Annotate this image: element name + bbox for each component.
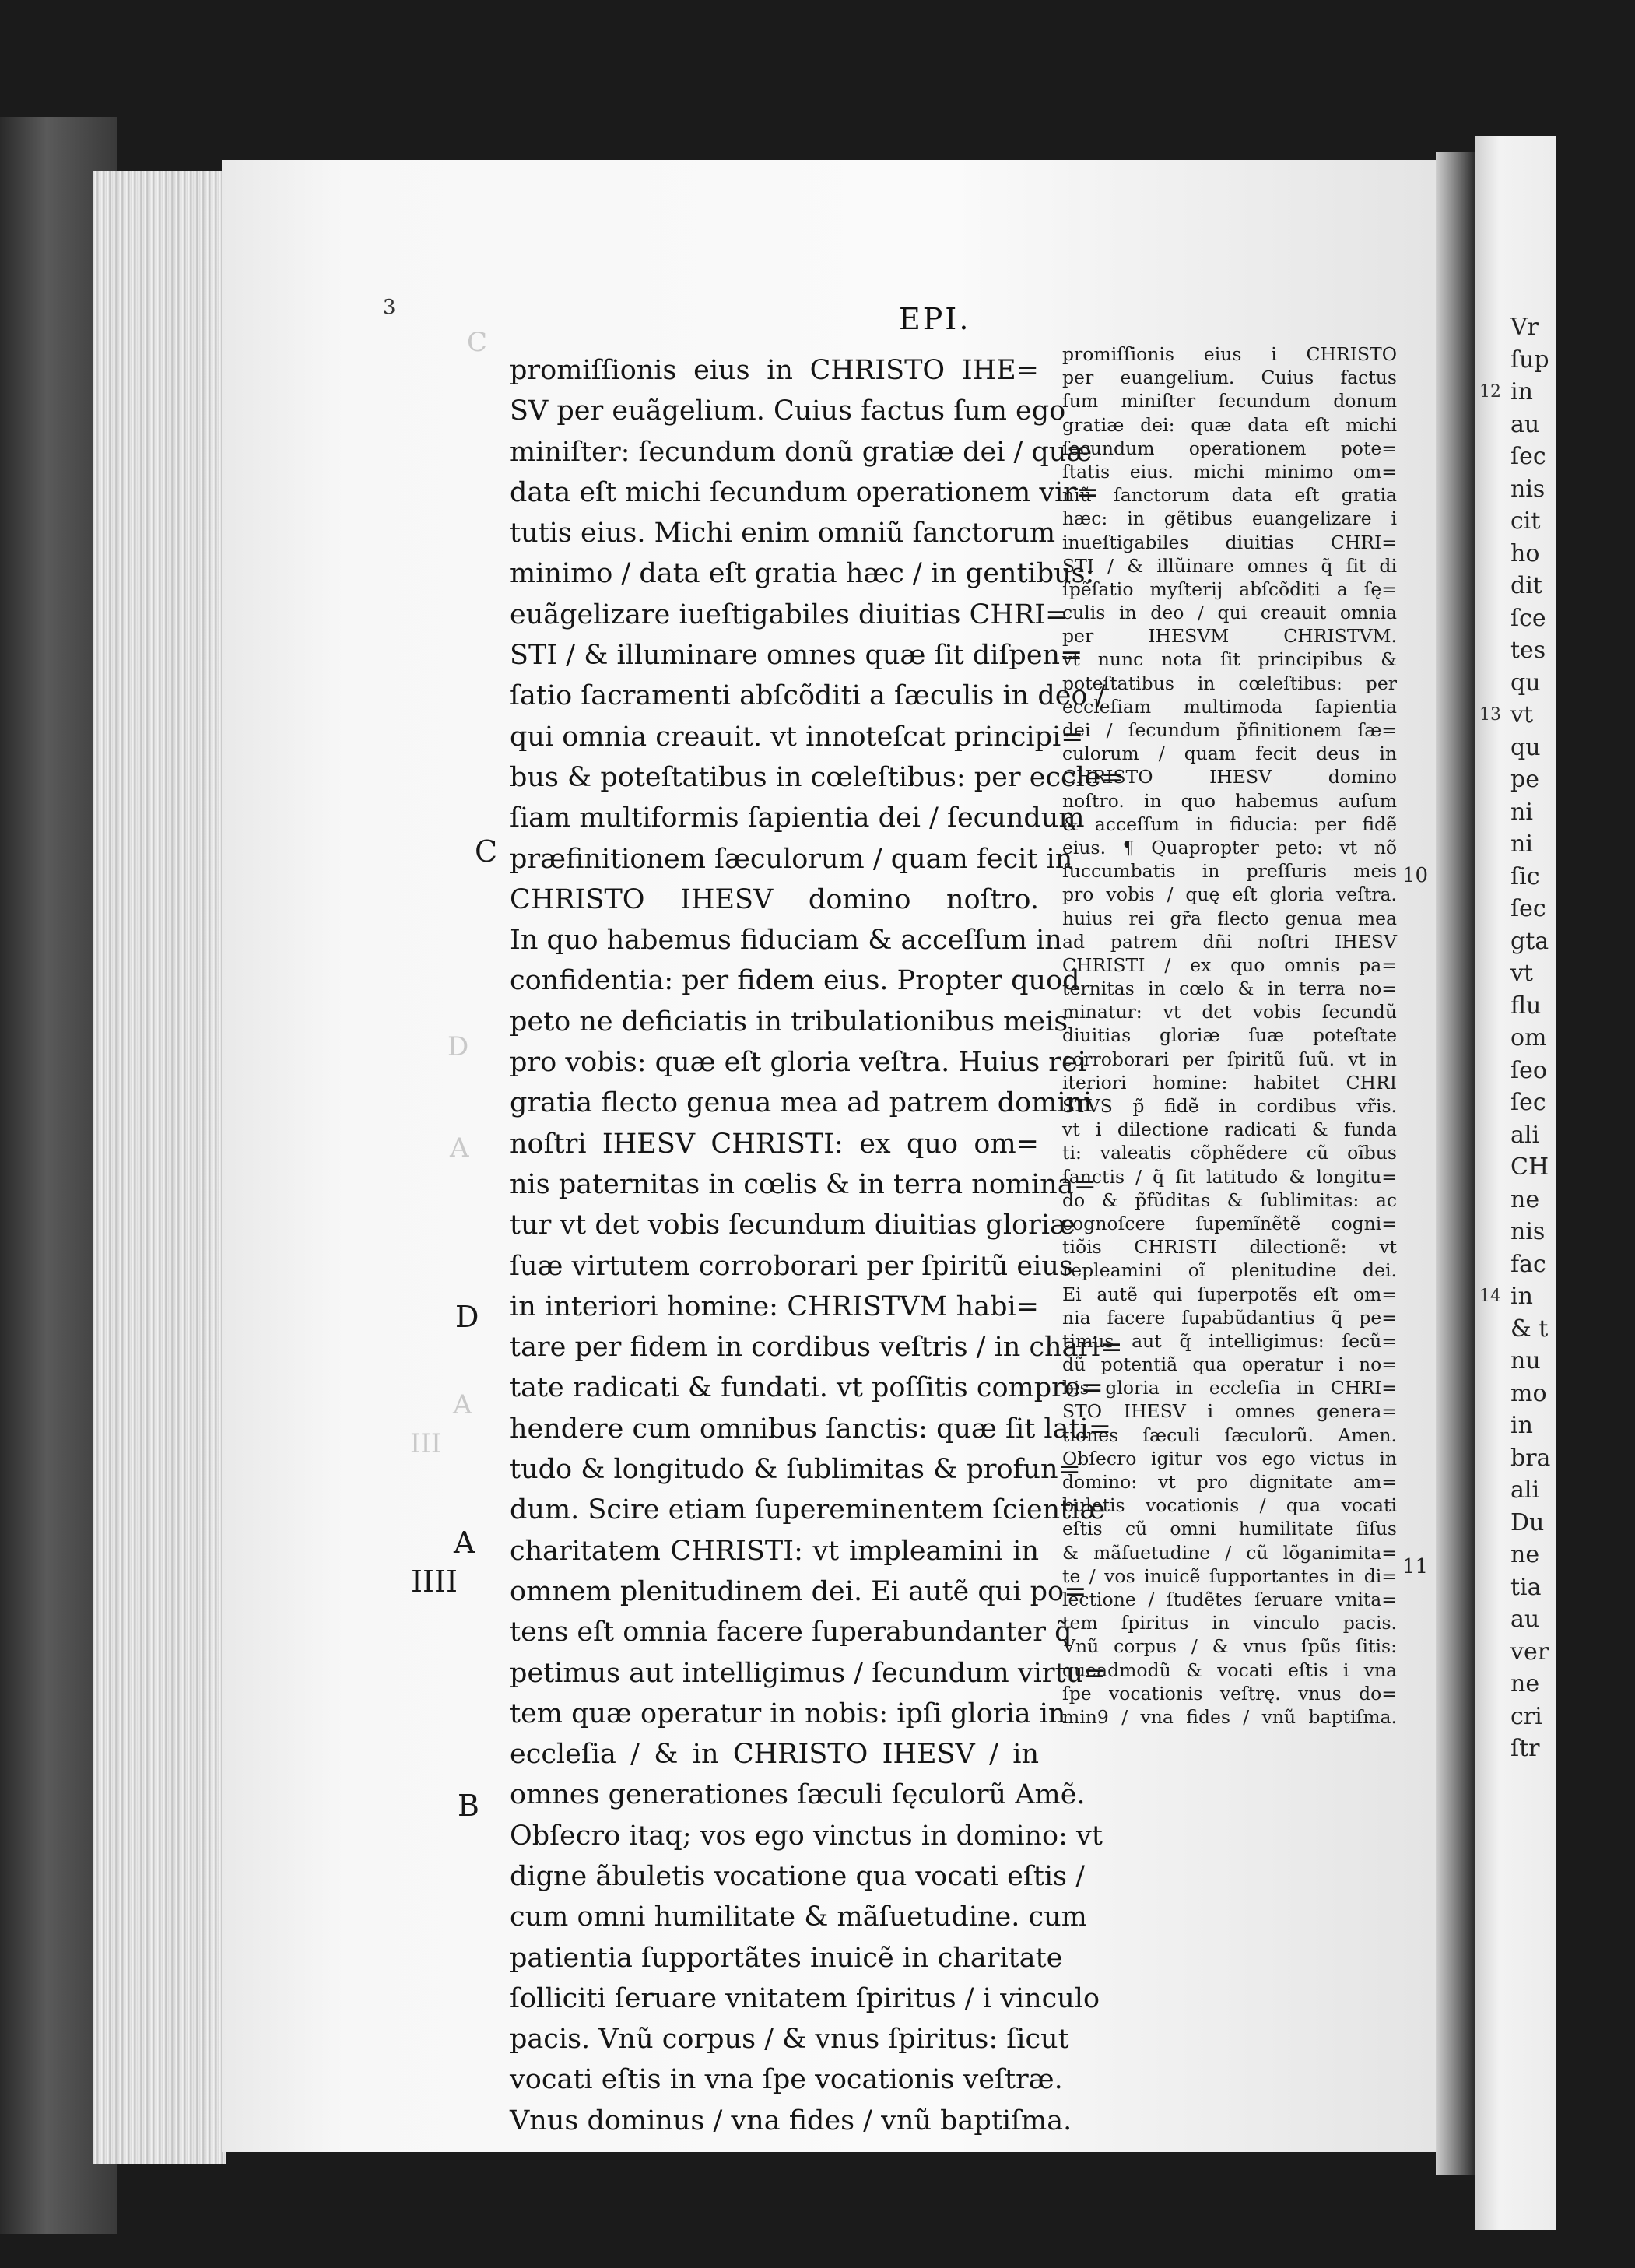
line-text: & t: [1510, 1315, 1549, 1343]
text-line: [1479, 538, 1635, 571]
text-line: [1479, 861, 1635, 894]
text-line: [1479, 441, 1635, 473]
text-line: [1479, 1507, 1635, 1540]
verse-number: [1479, 505, 1510, 538]
text-line: per IHESVM CHRISTVM.: [1062, 625, 1397, 648]
text-line: eccleſiam multimoda ſapientia: [1062, 695, 1397, 718]
verse-number: [1479, 1119, 1510, 1152]
text-line: STI / & illũinare omnes q̃ ſit di: [1062, 554, 1397, 577]
verse-number: [1479, 1442, 1510, 1475]
line-text: flu: [1510, 992, 1542, 1020]
text-line: SV per euãgelium. Cuius factus ſum ego: [510, 395, 1066, 427]
line-text: Du: [1510, 1508, 1545, 1536]
line-text: bra: [1510, 1444, 1551, 1472]
text-line: per euangelium. Cuius factus: [1062, 367, 1397, 389]
text-line: ſatio ſacramenti abſcõditi a ſæculis in deo /: [510, 680, 1106, 712]
text-line: [1479, 828, 1635, 861]
line-text: fac: [1510, 1250, 1546, 1278]
text-line: STI / & illuminare omnes quæ ſit diſpen=: [510, 640, 1083, 672]
text-line: nis paternitas in cœlis & in terra nomina=: [510, 1168, 1097, 1200]
verse-number: [1479, 1539, 1510, 1571]
text-line: tare per fidem in cordibus veſtris / in chari=: [510, 1332, 1123, 1364]
verse-number: [1479, 828, 1510, 861]
text-line: [1479, 505, 1635, 538]
text-line: In quo habemus fiduciam & acceſſum in: [510, 925, 1062, 957]
text-line: inueſtigabiles diuitias CHRI=: [1062, 531, 1397, 553]
text-line: [1479, 473, 1635, 506]
text-line: hendere cum omnibus ſanctis: quæ ſit lati=: [510, 1413, 1112, 1445]
bleed-through-mark: D: [447, 1031, 469, 1062]
text-line: euãgelizare iueſtigabiles diuitias CHRI=: [510, 599, 1068, 630]
text-line: vt nunc nota ſit principibus &: [1062, 648, 1397, 671]
verse-number: [1479, 1248, 1510, 1281]
text-line: vt i dilectione radicati & funda: [1062, 1118, 1397, 1141]
text-line: ti: valeatis cõphẽdere cũ oĩbus: [1062, 1142, 1397, 1164]
verse-number: [1479, 796, 1510, 829]
line-text: ſic: [1510, 862, 1540, 890]
text-line: ſolliciti ſeruare vnitatem ſpiritus / i vinculo: [510, 1982, 1100, 2014]
text-line: [1479, 893, 1635, 925]
verse-number: [1479, 602, 1510, 635]
text-line: & mãſuetudine / cũ lõganimita=: [1062, 1541, 1397, 1564]
text-line: patientia ſupportãtes inuicẽ in charitate: [510, 1942, 1063, 1974]
text-line: [1479, 1733, 1635, 1765]
text-line: [1479, 1184, 1635, 1217]
text-line: tiones ſæculi ſæculorũ. Amen.: [1062, 1424, 1397, 1446]
text-line: [1479, 1151, 1635, 1184]
verse-number: 10: [1402, 864, 1429, 887]
main-text-column: [510, 350, 1124, 2141]
line-text: qu: [1510, 669, 1541, 697]
line-text: pe: [1510, 766, 1539, 793]
text-line: tur vt det vobis ſecundum diuitias gloriæ: [510, 1209, 1075, 1241]
line-text: ne: [1510, 1185, 1540, 1213]
text-line: & acceſſum in fiducia: per fidẽ: [1062, 813, 1397, 835]
text-line: [1479, 1087, 1635, 1119]
text-line: [1479, 1022, 1635, 1055]
line-text: Vr: [1510, 314, 1539, 341]
text-line: ſecundum operationem pote=: [1062, 437, 1397, 459]
verse-number: [1479, 732, 1510, 764]
text-line: confidentia: per fidem eius. Propter quod: [510, 965, 1080, 997]
text-line: tudo & longitudo & ſublimitas & profun=: [510, 1454, 1081, 1486]
right-page-text: [1479, 311, 1635, 1765]
text-line: ſtatis eius. michi minimo om=: [1062, 460, 1397, 483]
text-line: [1479, 957, 1635, 990]
text-line: [1479, 1636, 1635, 1669]
line-text: nis: [1510, 1218, 1546, 1245]
verse-number: [1479, 1410, 1510, 1442]
text-line: [1479, 409, 1635, 441]
text-line: digne ãbuletis vocatione qua vocati eſtis /: [510, 1860, 1085, 1892]
text-line: [1479, 344, 1635, 377]
text-line: [1479, 764, 1635, 796]
text-line: [1479, 1248, 1635, 1281]
right-page-fragment: [1475, 136, 1556, 2230]
text-line: charitatem CHRISTI: vt impleamini in: [510, 1535, 1039, 1567]
text-line: bis gloria in eccleſia in CHRI=: [1062, 1377, 1397, 1399]
text-line: [1479, 1345, 1635, 1378]
text-line: Obſecro itaq; vos ego vinctus in domino: vt: [510, 1820, 1103, 1852]
verse-number: [1479, 1022, 1510, 1055]
line-text: in: [1510, 378, 1533, 406]
text-line: iteriori homine: habitet CHRI: [1062, 1071, 1397, 1094]
text-line: gratiæ dei: quæ data eſt michi: [1062, 413, 1397, 436]
verse-number: [1479, 764, 1510, 796]
text-line: promiſſionis eius i CHRISTO: [1062, 343, 1397, 365]
text-line: pro vobis: quæ eſt gloria veſtra. Huius rei: [510, 1047, 1086, 1079]
text-line: miniſter: ſecundum donũ gratiæ dei / quæ: [510, 436, 1093, 468]
line-text: CH: [1510, 1153, 1549, 1181]
text-line: corroborari per ſpiritũ ſuũ. vt in: [1062, 1048, 1397, 1070]
line-text: cri: [1510, 1702, 1542, 1730]
text-line: [1479, 1055, 1635, 1087]
text-line: culorum / quam fecit deus in: [1062, 743, 1397, 765]
line-text: ſup: [1510, 346, 1549, 374]
line-text: gta: [1510, 927, 1549, 955]
text-line: queadmodũ & vocati eſtis i vna: [1062, 1659, 1397, 1681]
verse-number: [1479, 1378, 1510, 1410]
text-line: hæc: in gẽtibus euangelizare i: [1062, 507, 1397, 530]
line-text: nu: [1510, 1347, 1541, 1374]
verse-number: [1479, 441, 1510, 473]
text-line: [1479, 667, 1635, 700]
text-line: CHRISTI / ex quo omnis pa=: [1062, 953, 1397, 976]
verse-number: [1479, 1733, 1510, 1765]
text-line: [1479, 1280, 1635, 1313]
text-line: Vnũ corpus / & vnus ſpũs ſitis:: [1062, 1635, 1397, 1658]
text-line: huius rei gr̃a flecto genua mea: [1062, 907, 1397, 929]
text-line: diuitias gloriæ ſuæ poteſtate: [1062, 1024, 1397, 1047]
text-line: min9 / vna fides / vnũ baptiſma.: [1062, 1705, 1397, 1728]
verse-number: 11: [1402, 1555, 1429, 1578]
text-line: tutis eius. Michi enim omniũ ſanctorum: [510, 518, 1056, 549]
line-text: ſce: [1510, 604, 1546, 632]
verse-number: [1479, 409, 1510, 441]
verse-number: [1479, 1668, 1510, 1701]
margin-letter: D: [455, 1300, 479, 1334]
text-line: te / vos inuicẽ ſupportantes in di=: [1062, 1564, 1397, 1587]
text-line: ternitas in cœlo & in terra no=: [1062, 978, 1397, 1000]
line-text: ſec: [1510, 895, 1546, 922]
text-line: [1479, 1668, 1635, 1701]
verse-number: [1479, 311, 1510, 344]
text-line: [1479, 376, 1635, 409]
text-line: ſum miniſter ſecundum donum: [1062, 390, 1397, 413]
verse-number: [1479, 893, 1510, 925]
corner-mark: 3: [383, 296, 396, 319]
verse-number: [1479, 473, 1510, 506]
text-line: Vnus dominus / vna fides / vnũ baptiſma.: [510, 2105, 1072, 2136]
text-line: [1479, 311, 1635, 344]
line-text: om: [1510, 1024, 1547, 1051]
text-line: eius. ¶ Quapropter peto: vt nõ: [1062, 836, 1397, 858]
bleed-through-mark: III: [410, 1428, 442, 1459]
text-line: [1479, 570, 1635, 602]
line-text: cit: [1510, 507, 1541, 535]
verse-number: [1479, 634, 1510, 667]
text-line: omnes generationes ſæculi ſęculorũ Amẽ.: [510, 1779, 1086, 1811]
verse-number: [1479, 925, 1510, 958]
text-line: eſtis cũ omni humilitate ſiſus: [1062, 1518, 1397, 1540]
text-line: ſiam multiformis ſapientia dei / ſecundum: [510, 802, 1085, 834]
parallel-text-column: [1062, 342, 1397, 1729]
text-line: [1479, 1603, 1635, 1636]
text-line: culis in deo / qui creauit omnia: [1062, 602, 1397, 624]
text-line: [1479, 699, 1635, 732]
verse-number: 14: [1479, 1287, 1501, 1306]
text-line: dei / ſecundum p̃finitionem ſæ=: [1062, 719, 1397, 741]
line-text: vt: [1510, 701, 1534, 728]
line-text: in: [1510, 1412, 1533, 1439]
verse-number: [1479, 1507, 1510, 1540]
text-line: dũ potentiã qua operatur i no=: [1062, 1353, 1397, 1376]
verse-number: 13: [1479, 705, 1501, 725]
text-line: [1479, 1378, 1635, 1410]
text-line: pro vobis / quę eſt gloria veſtra.: [1062, 883, 1397, 906]
text-line: [1479, 1313, 1635, 1346]
line-text: ne: [1510, 1670, 1540, 1697]
text-line: [1479, 1442, 1635, 1475]
bleed-through-mark: A: [450, 1132, 469, 1164]
line-text: ſeo: [1510, 1056, 1547, 1084]
verse-number: [1479, 570, 1510, 602]
bleed-through-mark: A: [453, 1389, 472, 1420]
text-line: lectione / ſtudẽtes ſeruare vnita=: [1062, 1588, 1397, 1610]
text-line: minatur: vt det vobis ſecundũ: [1062, 1001, 1397, 1023]
line-text: qu: [1510, 733, 1541, 761]
text-line: [1479, 925, 1635, 958]
running-head: EPI.: [899, 302, 971, 336]
text-line: ſpẽſatio myſterij abſcõditi a ſę=: [1062, 578, 1397, 600]
text-line: omnem plenitudinem dei. Ei autẽ qui po=: [510, 1575, 1087, 1607]
verse-number: [1479, 1184, 1510, 1217]
text-line: data eſt michi ſecundum operationem vir=: [510, 476, 1100, 508]
line-text: ali: [1510, 1121, 1540, 1149]
line-text: ali: [1510, 1476, 1540, 1504]
text-line: tem quæ operatur in nobis: ipſi gloria in: [510, 1697, 1066, 1729]
line-text: mo: [1510, 1379, 1547, 1407]
text-line: STVS p̃ fidẽ in cordibus vr̃is.: [1062, 1095, 1397, 1117]
verse-number: [1479, 990, 1510, 1023]
margin-letter: C: [475, 834, 498, 869]
line-text: ho: [1510, 539, 1540, 567]
text-line: [1479, 1539, 1635, 1571]
line-text: ne: [1510, 1541, 1540, 1568]
text-line: eccleſia / & in CHRISTO IHESV / in: [510, 1739, 1039, 1771]
text-line: qui omnia creauit. vt innoteſcat principi=: [510, 721, 1084, 753]
line-text: ni: [1510, 798, 1533, 826]
text-line: dum. Scire etiam ſupereminentem ſcientiæ: [510, 1494, 1106, 1526]
line-text: tia: [1510, 1573, 1542, 1601]
line-text: vt: [1510, 960, 1534, 987]
verse-number: [1479, 1603, 1510, 1636]
line-text: au: [1510, 1606, 1540, 1633]
text-line: domino: vt pro dignitate am=: [1062, 1471, 1397, 1493]
text-line: vocati eſtis in vna ſpe vocationis veſtræ.: [510, 2064, 1063, 2096]
verse-number: [1479, 344, 1510, 377]
verse-number: [1479, 667, 1510, 700]
text-line: promiſſionis eius in CHRISTO IHE=: [510, 355, 1039, 386]
line-text: nis: [1510, 475, 1546, 503]
text-line: ſuæ virtutem corroborari per ſpiritũ eius: [510, 1250, 1073, 1282]
verse-number: [1479, 538, 1510, 571]
verse-number: [1479, 1216, 1510, 1248]
verse-number: [1479, 1636, 1510, 1669]
text-line: pacis. Vnũ corpus / & vnus ſpiritus: ſicut: [510, 2024, 1069, 2056]
text-line: [1479, 1216, 1635, 1248]
verse-number: [1479, 1701, 1510, 1733]
text-line: [1479, 990, 1635, 1023]
text-line: nia facere ſupabũdantius q̃ pe=: [1062, 1306, 1397, 1329]
text-line: [1479, 1410, 1635, 1442]
line-text: ſec: [1510, 1089, 1546, 1116]
margin-letter: IIII: [411, 1564, 458, 1599]
text-line: buletis vocationis / qua vocati: [1062, 1494, 1397, 1517]
verse-number: [1479, 1474, 1510, 1507]
verse-number: [1479, 1571, 1510, 1604]
text-line: ſpe vocationis veſtrę. vnus do=: [1062, 1682, 1397, 1705]
text-line: peto ne deficiatis in tribulationibus meis: [510, 1006, 1068, 1037]
text-line: tem ſpiritus in vinculo pacis.: [1062, 1612, 1397, 1634]
text-line: [1479, 602, 1635, 635]
verse-number: [1479, 1345, 1510, 1378]
text-line: tens eſt omnia facere ſuperabundanter q̃: [510, 1617, 1072, 1648]
text-line: minimo / data eſt gratia hæc / in gentibus:: [510, 558, 1095, 590]
text-line: tate radicati & fundati. vt poſſitis compre=: [510, 1372, 1103, 1404]
text-line: CHRISTO IHESV domino noſtro.: [510, 883, 1039, 915]
text-line: [1479, 1701, 1635, 1733]
line-text: ni: [1510, 830, 1533, 858]
text-line: petimus aut intelligimus / ſecundum virtu=: [510, 1657, 1107, 1689]
verse-number: [1479, 1151, 1510, 1184]
text-line: bus & poteſtatibus in cœleſtibus: per eccle=: [510, 761, 1124, 793]
text-line: [1479, 732, 1635, 764]
text-line: noſtro. in quo habemus auſum: [1062, 789, 1397, 812]
bleed-through-mark: C: [467, 327, 488, 358]
line-text: tes: [1510, 637, 1546, 664]
text-line: cognoſcere ſupemĩnẽtẽ cogni=: [1062, 1212, 1397, 1234]
verse-number: [1479, 1313, 1510, 1346]
text-line: noſtri IHESV CHRISTI: ex quo om=: [510, 1128, 1039, 1160]
text-line: gratia flecto genua mea ad patrem domini: [510, 1087, 1093, 1119]
text-line: STO IHESV i omnes genera=: [1062, 1400, 1397, 1423]
text-line: [1479, 1474, 1635, 1507]
line-text: ſec: [1510, 443, 1546, 470]
text-line: cum omni humilitate & mãſuetudine. cum: [510, 1901, 1087, 1933]
text-line: in interiori homine: CHRISTVM habi=: [510, 1290, 1039, 1322]
text-line: [1479, 1119, 1635, 1152]
text-line: poteſtatibus in cœleſtibus: per: [1062, 672, 1397, 694]
text-line: tiõis CHRISTI dilectionẽ: vt: [1062, 1236, 1397, 1259]
margin-letter: A: [454, 1525, 475, 1560]
text-line: ſanctis / q̃ ſit latitudo & longitu=: [1062, 1165, 1397, 1188]
verse-number: [1479, 861, 1510, 894]
text-line: ad patrem dñi noſtri IHESV: [1062, 930, 1397, 953]
text-line: repleamini oĩ plenitudine dei.: [1062, 1259, 1397, 1282]
text-line: Ei autẽ qui ſuperpotẽs eſt om=: [1062, 1283, 1397, 1305]
verse-number: [1479, 1055, 1510, 1087]
text-line: CHRISTO IHESV domino: [1062, 766, 1397, 788]
verse-number: [1479, 1087, 1510, 1119]
text-line: Obſecro igitur vos ego victus in: [1062, 1447, 1397, 1469]
line-text: au: [1510, 410, 1540, 438]
text-line: [1479, 796, 1635, 829]
line-text: dit: [1510, 572, 1542, 599]
text-line: [1479, 1571, 1635, 1604]
book-gutter: [1436, 152, 1475, 2175]
line-text: ver: [1510, 1638, 1549, 1666]
line-text: in: [1510, 1283, 1533, 1310]
text-line: do & p̃fũditas & ſublimitas: ac: [1062, 1188, 1397, 1211]
verse-number: 12: [1479, 382, 1501, 402]
text-line: niũ ſanctorum data eſt gratia: [1062, 484, 1397, 507]
line-text: ſtr: [1510, 1735, 1540, 1762]
page-stack-edges: [93, 171, 226, 2164]
text-line: timus aut q̃ intelligimus: ſecũ=: [1062, 1329, 1397, 1352]
margin-letter: B: [458, 1789, 479, 1823]
verse-number: [1479, 957, 1510, 990]
text-line: ſuccumbatis in preſſuris meis: [1062, 860, 1397, 883]
text-line: [1479, 634, 1635, 667]
text-line: præfinitionem ſæculorum / quam fecit in: [510, 843, 1073, 875]
